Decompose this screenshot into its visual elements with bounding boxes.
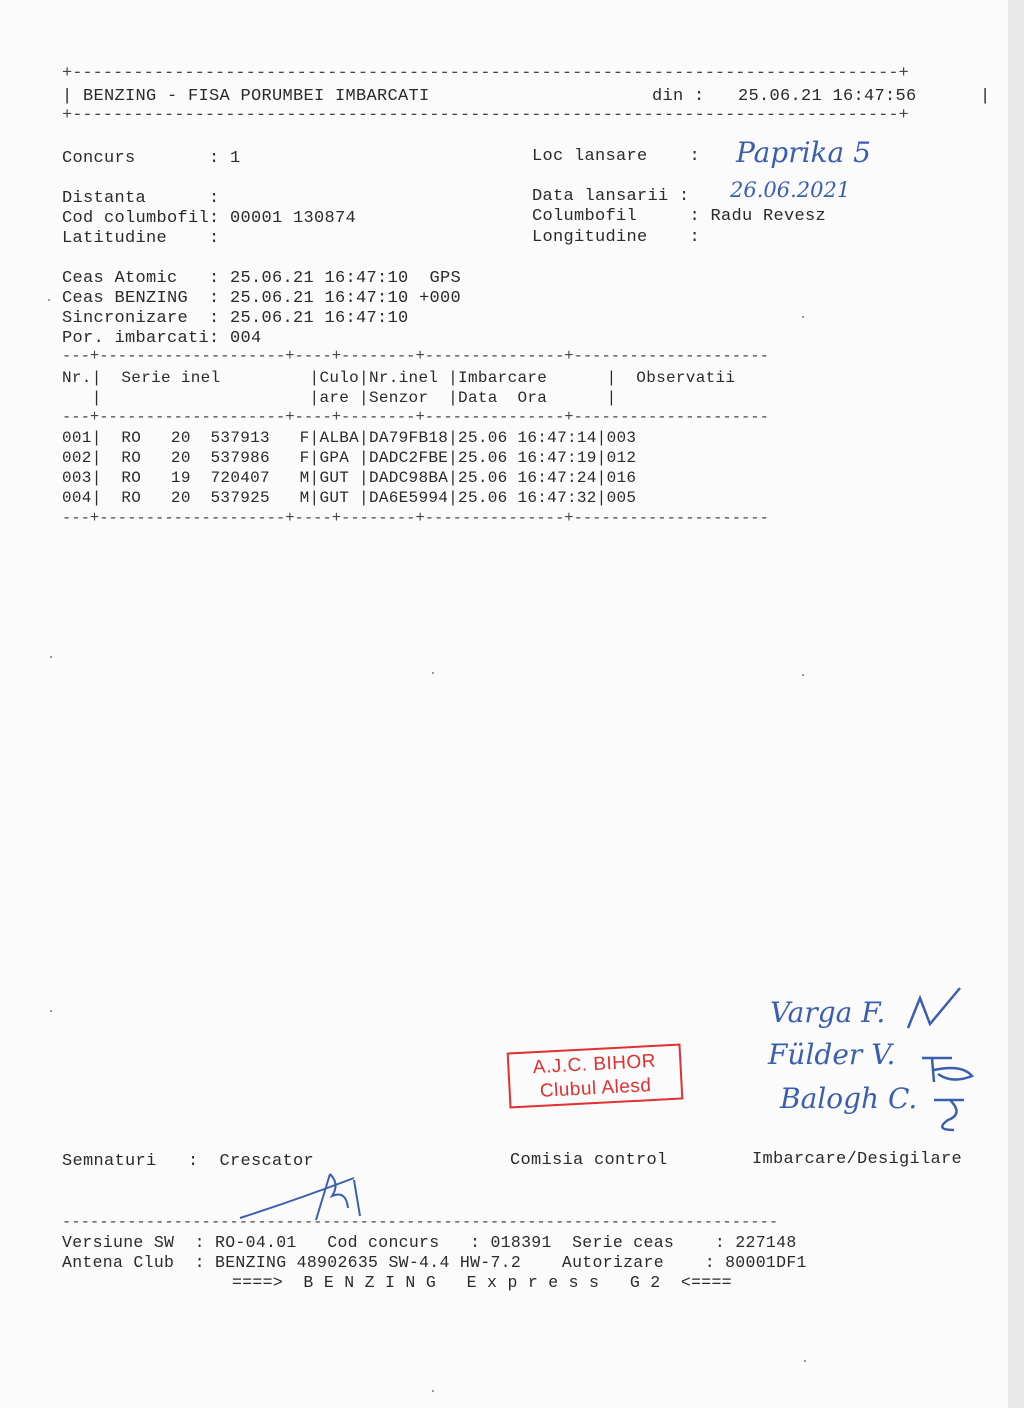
sincronizare-field: Sincronizare : 25.06.21 16:47:10	[62, 309, 409, 328]
page-edge	[1008, 0, 1024, 1408]
handwritten-signature-fulder: Fülder V.	[768, 1038, 896, 1071]
latitudine-field: Latitudine :	[62, 229, 220, 248]
scan-speck	[802, 316, 804, 318]
handwritten-signature-balogh: Balogh C.	[780, 1082, 918, 1115]
data-lansarii-handwritten: 26.06.2021	[730, 178, 851, 202]
semnaturi-label: Semnaturi : Crescator	[62, 1152, 315, 1171]
table-row: 004| RO 20 537925 M|GUT |DA6E5994|25.06 16:47:32|005	[62, 489, 637, 507]
columbofil-field: Columbofil : Radu Revesz	[532, 207, 827, 226]
table-rule-bottom: ---+--------------------+----+--------+---------------+---------------------	[62, 509, 769, 527]
table-row: 002| RO 20 537986 F|GPA |DADC2FBE|25.06 16:47:19|012	[62, 449, 637, 467]
header-datetime: 25.06.21 16:47:56	[738, 87, 917, 106]
table-rule-top: ---+--------------------+----+--------+---------------+---------------------	[62, 347, 769, 365]
scan-speck	[802, 674, 804, 676]
document-title: | BENZING - FISA PORUMBEI IMBARCATI	[62, 87, 430, 106]
table-rule-mid: ---+--------------------+----+--------+---------------+---------------------	[62, 408, 769, 426]
por-imbarcati-field: Por. imbarcati: 004	[62, 329, 262, 348]
scan-speck	[432, 672, 434, 674]
handwritten-signature-varga: Varga F.	[770, 996, 886, 1029]
club-stamp	[507, 1043, 684, 1108]
scan-speck	[804, 1360, 806, 1362]
antena-club-line: Antena Club : BENZING 48902635 SW-4.4 HW-7.2 Autorizare : 80001DF1	[62, 1253, 807, 1272]
comisia-control-label: Comisia control	[510, 1151, 668, 1170]
table-row: 001| RO 20 537913 F|ALBA|DA79FB18|25.06 16:47:14|003	[62, 429, 637, 447]
imbarcare-desigilare-label: Imbarcare/Desigilare	[752, 1150, 963, 1169]
longitudine-field: Longitudine :	[532, 228, 701, 247]
scan-speck	[48, 299, 50, 301]
header-border-top: +---------------------------------------------------------------------------------+	[62, 64, 909, 83]
header-end-bar: |	[980, 87, 991, 106]
concurs-field: Concurs : 1	[62, 149, 241, 168]
footer-rule: -----------------------------------------------------------------------------	[62, 1213, 779, 1231]
versiune-sw-line: Versiune SW : RO-04.01 Cod concurs : 018391 Serie ceas : 227148	[62, 1233, 797, 1252]
ceas-benzing-field: Ceas BENZING : 25.06.21 16:47:10 +000	[62, 289, 462, 308]
scan-speck	[50, 1010, 52, 1012]
benzing-express-banner: ====> B E N Z I N G E x p r e s s G 2 <====	[232, 1273, 732, 1292]
distanta-field: Distanta :	[62, 189, 220, 208]
signature-scribble-icon	[900, 984, 970, 1034]
signature-scribble-icon	[924, 1090, 984, 1134]
stamp-line-2: Clubul Alesd	[539, 1075, 652, 1102]
table-row: 003| RO 19 720407 M|GUT |DADC98BA|25.06 16:47:24|016	[62, 469, 637, 487]
din-label: din :	[652, 87, 705, 106]
loc-lansare-label: Loc lansare :	[532, 147, 701, 166]
signature-scribble-icon	[912, 1038, 992, 1088]
stamp-line-1: A.J.C. BIHOR	[532, 1050, 657, 1079]
scan-speck	[432, 1390, 434, 1392]
table-header-row1: Nr.| Serie inel |Culo|Nr.inel |Imbarcare | Observatii	[62, 369, 736, 387]
loc-lansare-handwritten: Paprika 5	[736, 136, 871, 169]
scan-speck	[50, 656, 52, 658]
header-border-bottom: +---------------------------------------------------------------------------------+	[62, 106, 909, 125]
cod-columbofil-field: Cod columbofil: 00001 130874	[62, 209, 357, 228]
data-lansarii-label: Data lansarii :	[532, 187, 690, 206]
ceas-atomic-field: Ceas Atomic : 25.06.21 16:47:10 GPS	[62, 269, 462, 288]
table-header-row2: | |are |Senzor |Data Ora |	[62, 389, 617, 407]
